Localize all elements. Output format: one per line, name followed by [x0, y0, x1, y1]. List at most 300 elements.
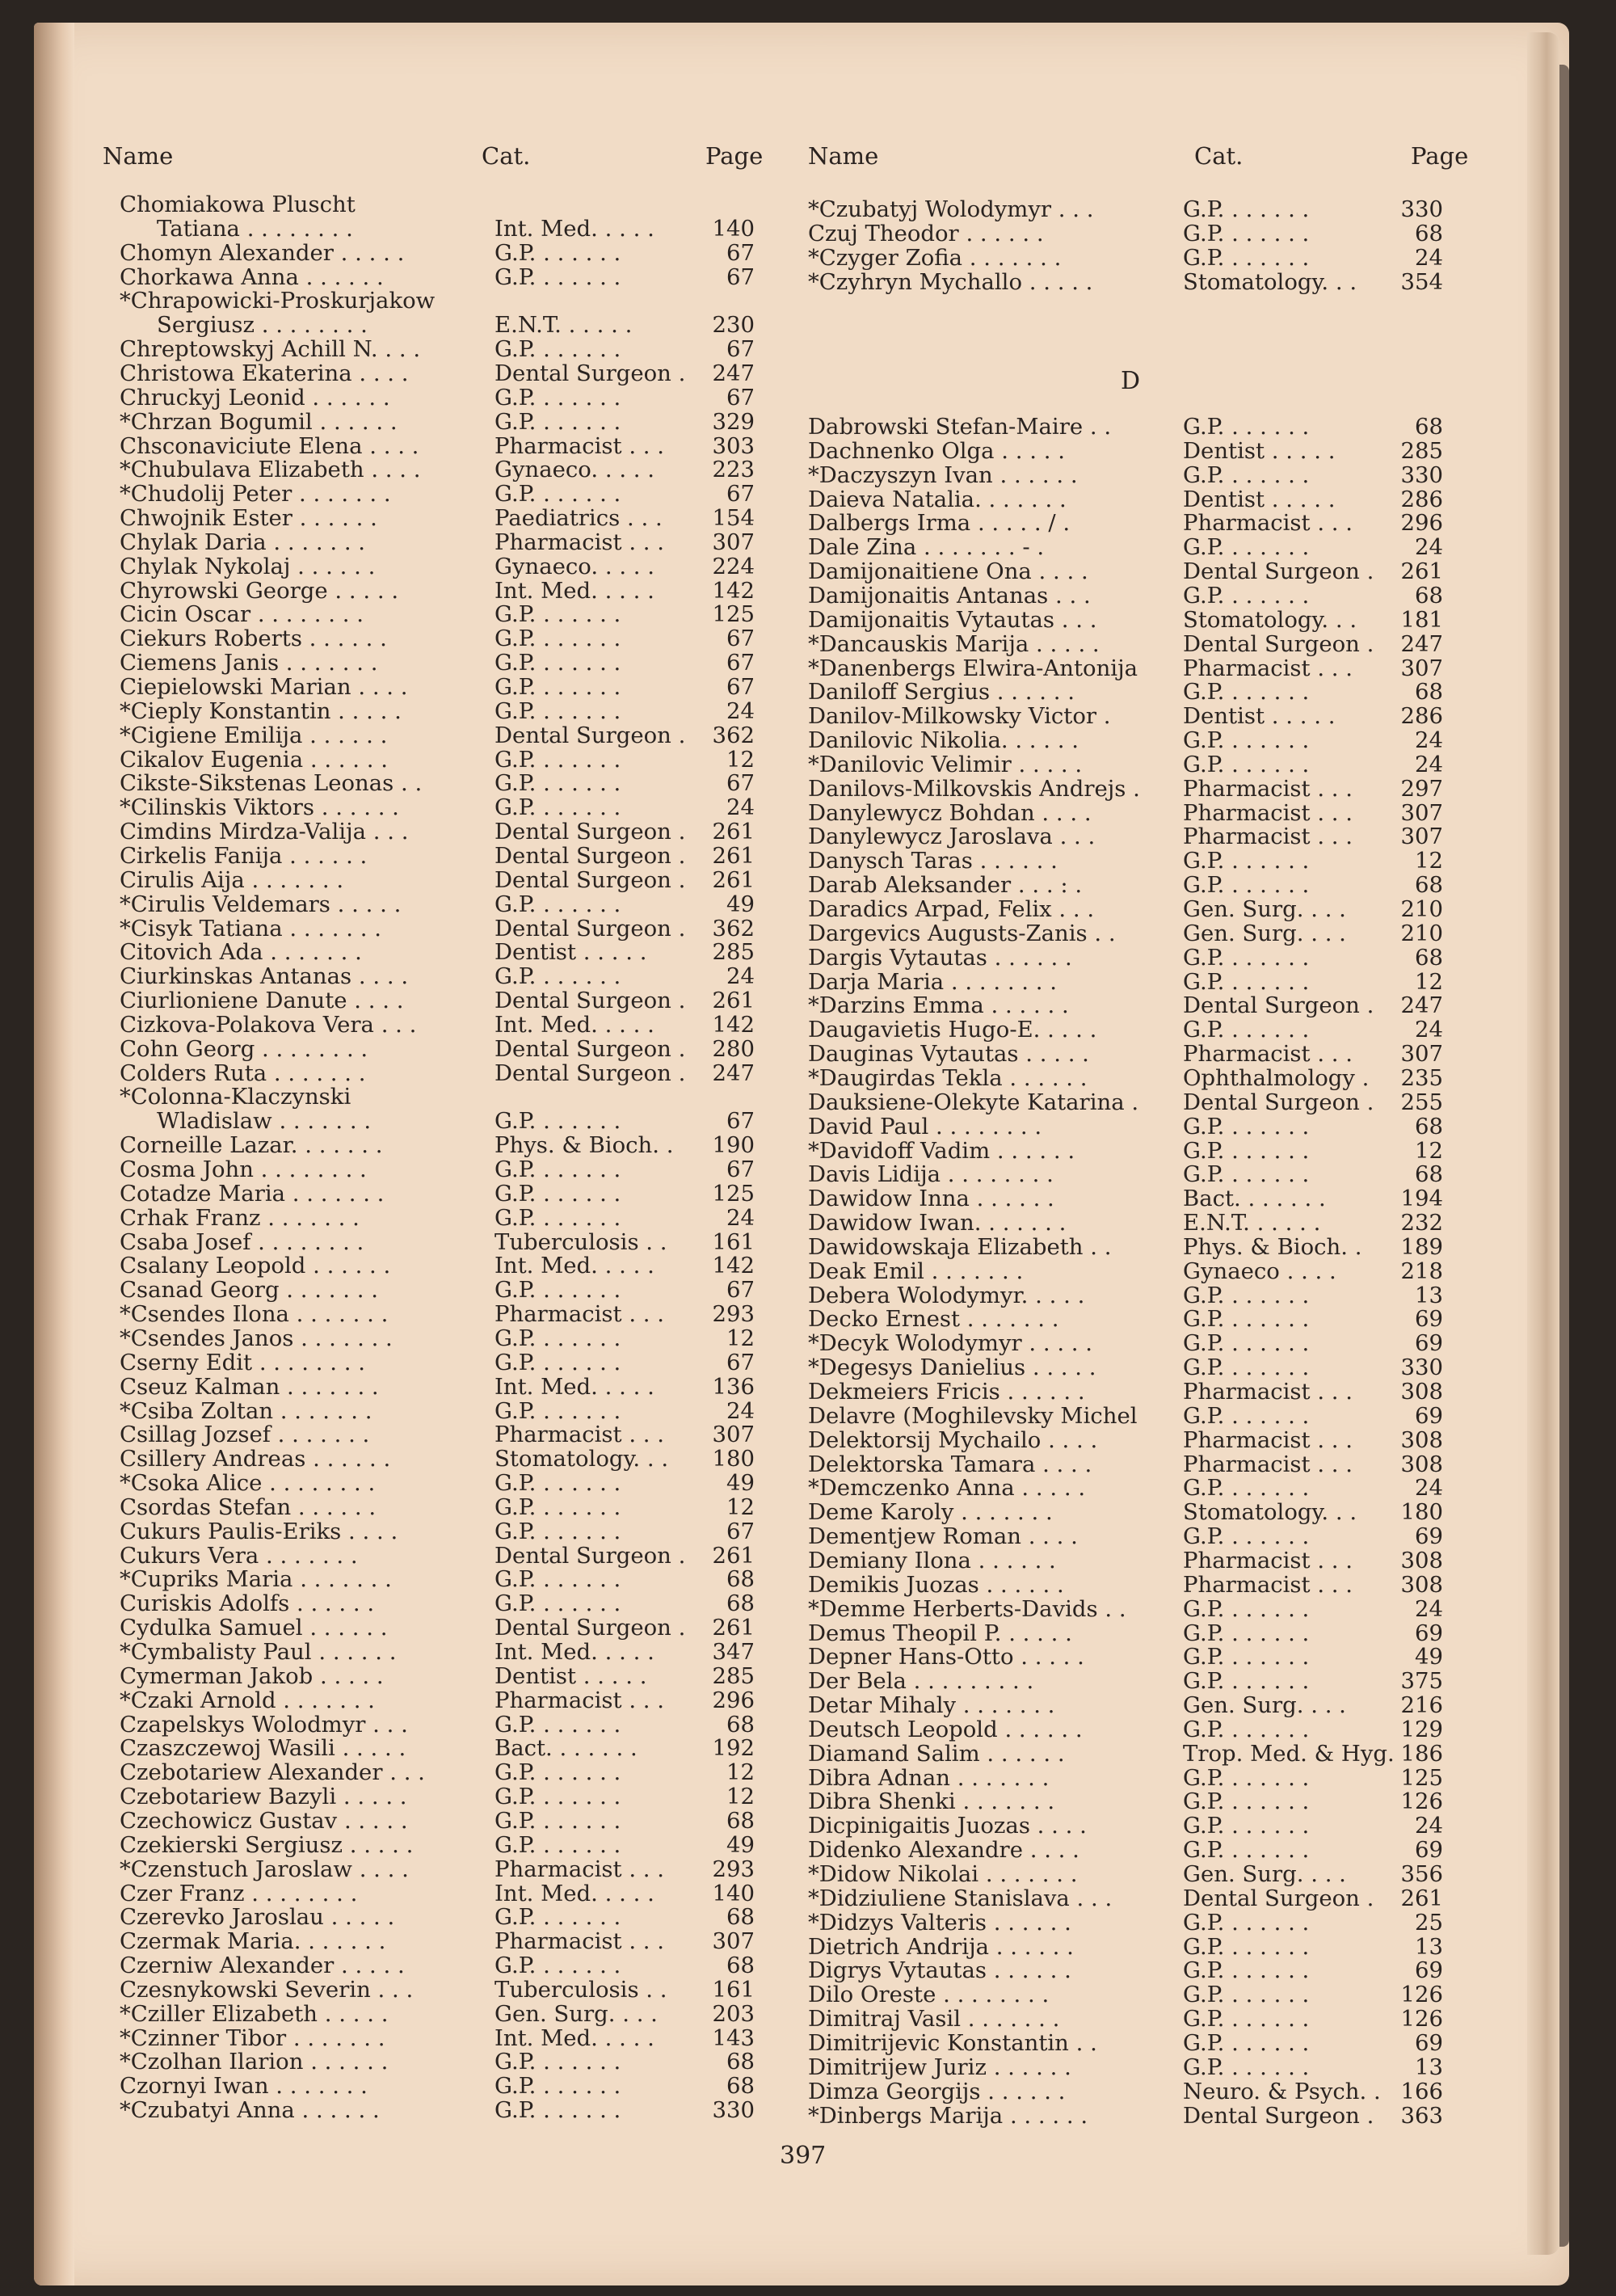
- entry-name: Deak Emil . . . . . . .: [808, 1258, 1024, 1284]
- entry-category: Dental Surgeon .: [1183, 558, 1374, 585]
- entry-page: 362: [712, 722, 755, 748]
- entry-page: 25: [1415, 1909, 1443, 1936]
- entry-name: *Csendes Ilona . . . . . . .: [120, 1301, 389, 1328]
- entry-name: Ciurkinskas Antanas . . . .: [120, 963, 409, 990]
- entry-row: [120, 892, 782, 916]
- entry-page: 69: [1415, 1306, 1443, 1333]
- entry-page: 180: [712, 1446, 755, 1472]
- entry-category: Int. Med. . . . .: [494, 577, 654, 604]
- entry-row: [120, 1591, 782, 1616]
- entry-page: 296: [712, 1687, 755, 1713]
- entry-name: Chyrowski George . . . . .: [120, 577, 399, 604]
- entry-name: *Czubatyi Anna . . . . . .: [120, 2097, 380, 2124]
- entry-page: 329: [712, 408, 755, 435]
- entry-page: 67: [726, 384, 755, 411]
- entry-page: 69: [1415, 2029, 1443, 2056]
- entry-page: 24: [1415, 751, 1443, 777]
- entry-row: [120, 1784, 782, 1809]
- entry-name: Wladislaw . . . . . . .: [157, 1108, 372, 1135]
- entry-page: 307: [1400, 824, 1443, 850]
- entry-name: *Chubulava Elizabeth . . . .: [120, 457, 421, 483]
- entry-row: [808, 873, 1471, 897]
- entry-page: 136: [712, 1373, 755, 1400]
- entry-category: Dental Surgeon .: [494, 1615, 686, 1641]
- entry-name: *Czolhan Ilarion . . . . . .: [120, 2049, 389, 2075]
- entry-name: Danysch Taras . . . . . .: [808, 848, 1058, 874]
- entry-name: Decko Ernest . . . . . . .: [808, 1306, 1059, 1333]
- entry-name: *Demczenko Anna . . . . .: [808, 1475, 1086, 1502]
- entry-name: Cohn Georg . . . . . . . .: [120, 1035, 368, 1062]
- entry-name: Deme Karoly . . . . . . .: [808, 1499, 1053, 1526]
- entry-row: [808, 1958, 1471, 1982]
- entry-page: 308: [1400, 1547, 1443, 1573]
- entry-page: 261: [1400, 558, 1443, 585]
- entry-name: Dicpinigaitis Juozas . . . .: [808, 1813, 1087, 1839]
- entry-name: Czechowicz Gustav . . . . .: [120, 1807, 408, 1834]
- entry-row: [120, 1302, 782, 1326]
- entry-category: G.P. . . . . . .: [1183, 1933, 1310, 1960]
- book-cover-edge: [1559, 65, 1569, 2247]
- entry-category: Dental Surgeon .: [1183, 2102, 1374, 2129]
- entry-page: 261: [712, 988, 755, 1014]
- entry-row: [120, 554, 782, 579]
- entry-category: G.P. . . . . . .: [494, 384, 621, 411]
- entry-row: [120, 1061, 782, 1085]
- entry-name: Cirkelis Fanija . . . . . .: [120, 842, 368, 869]
- entry-row: [808, 1066, 1471, 1090]
- entry-category: G.P. . . . . . .: [1183, 1523, 1310, 1550]
- entry-row: [808, 1186, 1471, 1211]
- entry-row: [808, 1139, 1471, 1163]
- entry-category: Pharmacist . . .: [494, 1301, 665, 1328]
- entry-name: Czesnykowski Severin . . .: [120, 1976, 414, 2003]
- entry-category: Int. Med. . . . .: [494, 1011, 654, 1038]
- entry-category: Dental Surgeon .: [494, 360, 686, 386]
- entry-category: G.P. . . . . . .: [494, 674, 621, 700]
- entry-row: [120, 1881, 782, 1906]
- entry-name: Danilovs-Milkovskis Andrejs .: [808, 775, 1140, 802]
- entry-name: Damijonaitiene Ona . . . .: [808, 558, 1088, 585]
- entry-category: Dental Surgeon .: [494, 866, 686, 893]
- entry-category: Pharmacist . . .: [494, 1928, 665, 1955]
- entry-category: Int. Med. . . . .: [494, 215, 654, 242]
- entry-name: *Czubatyj Wolodymyr . . .: [808, 196, 1094, 222]
- entry-page: 140: [712, 215, 755, 242]
- entry-page: 285: [1400, 437, 1443, 464]
- entry-page: 67: [726, 263, 755, 290]
- entry-name: Czaszczewoj Wasili . . . . .: [120, 1735, 406, 1762]
- entry-page: 285: [712, 939, 755, 966]
- entry-page: 67: [726, 1349, 755, 1375]
- entry-row: [120, 1809, 782, 1833]
- entry-name: *Cisyk Tatiana . . . . . . .: [120, 915, 381, 942]
- entry-row: [808, 511, 1471, 535]
- entry-page: 49: [726, 1470, 755, 1497]
- entry-name: Daniloff Sergius . . . . . .: [808, 679, 1075, 706]
- entry-name: Dawidow Iwan. . . . . . .: [808, 1210, 1067, 1236]
- entry-name: *Daugirdas Tekla . . . . . .: [808, 1064, 1088, 1091]
- entry-row: [808, 704, 1471, 728]
- entry-name: Dekmeiers Fricis . . . . . .: [808, 1379, 1085, 1405]
- entry-row: [808, 1211, 1471, 1235]
- entry-page: 330: [1400, 1354, 1443, 1381]
- entry-category: G.P. . . . . . .: [494, 891, 621, 917]
- entry-category: G.P. . . . . . .: [1183, 582, 1310, 609]
- entry-name: Chsconaviciute Elena . . . .: [120, 432, 419, 459]
- entry-row: [120, 337, 782, 361]
- entry-category: G.P. . . . . . .: [1183, 220, 1310, 246]
- entry-name: Dementjew Roman . . . .: [808, 1523, 1078, 1550]
- entry-row: [808, 535, 1471, 559]
- entry-page: 210: [1400, 920, 1443, 946]
- entry-name: Dimitrijevic Konstantin . .: [808, 2029, 1097, 2056]
- entry-name: Debera Wolodymyr. . . . .: [808, 1282, 1085, 1308]
- entry-row: [808, 1911, 1471, 1935]
- entry-page: 216: [1400, 1692, 1443, 1719]
- entry-category: E.N.T. . . . . .: [494, 312, 633, 339]
- entry-page: 363: [1400, 2102, 1443, 2129]
- entry-category: Gynaeco. . . . .: [494, 457, 655, 483]
- entry-row: [808, 728, 1471, 752]
- entry-page: 69: [1415, 1620, 1443, 1646]
- entry-category: Pharmacist . . .: [494, 1422, 665, 1448]
- entry-page: 143: [712, 2024, 755, 2051]
- entry-name: *Csoka Alice . . . . . . . .: [120, 1470, 376, 1497]
- entry-row: [808, 1162, 1471, 1186]
- entry-row: [120, 1013, 782, 1037]
- entry-page: 161: [712, 1228, 755, 1255]
- entry-name: Cseuz Kalman . . . . . . .: [120, 1373, 379, 1400]
- entry-name: *Demme Herberts-Davids . .: [808, 1595, 1126, 1622]
- entry-page: 126: [1400, 2006, 1443, 2033]
- entry-page: 12: [1415, 968, 1443, 995]
- entry-row: [808, 2055, 1471, 2079]
- entry-page: 67: [726, 674, 755, 700]
- entry-name: Crhak Franz . . . . . . .: [120, 1204, 360, 1231]
- entry-page: 24: [1415, 244, 1443, 271]
- entry-page: 261: [712, 1615, 755, 1641]
- entry-name: *Chrapowicki-Proskurjakow: [120, 288, 436, 314]
- entry-page: 308: [1400, 1451, 1443, 1477]
- entry-page: 194: [1400, 1186, 1443, 1212]
- entry-name: Dawidowskaja Elizabeth . .: [808, 1233, 1112, 1260]
- entry-page: 67: [726, 770, 755, 797]
- entry-row: [120, 1857, 782, 1881]
- entry-category: G.P. . . . . . .: [494, 697, 621, 724]
- entry-row: [120, 1109, 782, 1133]
- entry-page: 218: [1400, 1258, 1443, 1284]
- entry-row: [808, 1693, 1471, 1717]
- entry-page: 13: [1415, 1282, 1443, 1308]
- entry-name: Cikalov Eugenia . . . . . .: [120, 746, 388, 773]
- entry-row: [120, 2002, 782, 2026]
- entry-name: Czebotariew Bazyli . . . . .: [120, 1784, 407, 1810]
- entry-row: [120, 2026, 782, 2050]
- entry-category: Stomatology. . .: [1183, 268, 1357, 295]
- entry-row: [808, 970, 1471, 994]
- entry-category: G.P. . . . . . .: [1183, 1475, 1310, 1502]
- entry-category: Tuberculosis . .: [494, 1976, 667, 2003]
- entry-category: Bact. . . . . . .: [494, 1735, 638, 1762]
- entry-row: [808, 1573, 1471, 1597]
- entry-category: G.P. . . . . . .: [494, 1325, 621, 1351]
- entry-category: Dentist . . . . .: [1183, 486, 1336, 512]
- entry-page: 12: [726, 1759, 755, 1786]
- entry-category: G.P. . . . . . .: [1183, 1982, 1310, 2008]
- entry-name: *Cupriks Maria . . . . . . .: [120, 1566, 392, 1593]
- entry-row: [808, 1597, 1471, 1621]
- entry-page: 24: [1415, 727, 1443, 754]
- entry-row: [808, 1717, 1471, 1742]
- entry-row: [808, 415, 1471, 439]
- entry-page: 307: [1400, 799, 1443, 826]
- entry-name: Czornyi Iwan . . . . . . .: [120, 2073, 368, 2100]
- entry-category: Int. Med. . . . .: [494, 1253, 654, 1279]
- entry-name: Davis Lidija . . . . . . . .: [808, 1161, 1054, 1188]
- entry-row: [120, 1326, 782, 1350]
- entry-category: G.P. . . . . . .: [1183, 1813, 1310, 1839]
- entry-name: Cimdins Mirdza-Valija . . .: [120, 819, 409, 845]
- entry-category: Dental Surgeon .: [494, 988, 686, 1014]
- entry-name: Czekierski Sergiusz . . . . .: [120, 1831, 414, 1858]
- entry-category: G.P. . . . . . .: [494, 1493, 621, 1520]
- entry-name: Csillag Jozsef . . . . . . .: [120, 1422, 370, 1448]
- entry-name: *Didzys Valteris . . . . . .: [808, 1909, 1071, 1936]
- entry-name: Czuj Theodor . . . . . .: [808, 220, 1044, 246]
- entry-row: [808, 2007, 1471, 2031]
- entry-row: [808, 777, 1471, 801]
- header-name-left: Name: [103, 142, 174, 170]
- entry-name: *Didow Nikolai . . . . . . .: [808, 1861, 1078, 1887]
- header-page-left: Page: [705, 142, 764, 170]
- entry-page: 13: [1415, 2054, 1443, 2080]
- entry-name: Detar Mihaly . . . . . . .: [808, 1692, 1055, 1719]
- entry-row: [808, 1524, 1471, 1548]
- entry-category: G.P. . . . . . .: [1183, 414, 1310, 440]
- entry-row: [120, 1471, 782, 1495]
- entry-category: G.P. . . . . . .: [1183, 1282, 1310, 1308]
- entry-page: 126: [1400, 1788, 1443, 1815]
- entry-row: [808, 1982, 1471, 2007]
- entry-name: Dargis Vytautas . . . . . .: [808, 944, 1072, 971]
- entry-row: [808, 1283, 1471, 1308]
- entry-category: Dentist . . . . .: [494, 939, 647, 966]
- entry-row: [120, 964, 782, 988]
- entry-row: [808, 559, 1471, 583]
- entry-category: G.P. . . . . . .: [494, 1953, 621, 1979]
- entry-category: G.P. . . . . . .: [1183, 1668, 1310, 1695]
- entry-name: *Csiba Zoltan . . . . . . .: [120, 1397, 372, 1424]
- entry-category: Pharmacist . . .: [494, 1856, 665, 1882]
- entry-category: G.P. . . . . . .: [494, 1784, 621, 1810]
- entry-row: [120, 651, 782, 675]
- entry-category: Pharmacist . . .: [1183, 655, 1353, 681]
- entry-page: 181: [1400, 606, 1443, 633]
- entry-category: G.P. . . . . . .: [494, 1470, 621, 1497]
- entry-name: Cirulis Aija . . . . . . .: [120, 866, 344, 893]
- entry-name: Damijonaitis Antanas . . .: [808, 582, 1091, 609]
- entry-category: G.P. . . . . . .: [494, 1156, 621, 1182]
- entry-row: [808, 921, 1471, 946]
- entry-name: Csordas Stefan . . . . . .: [120, 1493, 377, 1520]
- entry-name: *Danenbergs Elwira-Antonija: [808, 655, 1138, 681]
- entry-row: [808, 1114, 1471, 1139]
- entry-name: *Czinner Tibor . . . . . . .: [120, 2024, 385, 2051]
- entry-row: [120, 1736, 782, 1760]
- entry-category: Phys. & Bioch. .: [1183, 1233, 1362, 1260]
- entry-name: Dimitraj Vasil . . . . . . .: [808, 2006, 1060, 2033]
- entry-name: *Dancauskis Marija . . . . .: [808, 630, 1100, 657]
- entry-category: Bact. . . . . . .: [1183, 1186, 1326, 1212]
- entry-page: 186: [1400, 1740, 1443, 1767]
- entry-category: Gen. Surg. . . .: [1183, 1692, 1346, 1719]
- entry-category: G.P. . . . . . .: [494, 1831, 621, 1858]
- entry-category: G.P. . . . . . .: [1183, 944, 1310, 971]
- entry-page: 203: [712, 2000, 755, 2027]
- page-number: 397: [780, 2142, 827, 2170]
- entry-row: [808, 1742, 1471, 1766]
- entry-page: 224: [712, 553, 755, 579]
- entry-name: Cicin Oscar . . . . . . . .: [120, 601, 364, 628]
- entry-row: [808, 197, 1471, 221]
- entry-page: 180: [1400, 1499, 1443, 1526]
- entry-row: [120, 2098, 782, 2122]
- entry-category: G.P. . . . . . .: [1183, 461, 1310, 488]
- entry-category: G.P. . . . . . .: [1183, 1644, 1310, 1670]
- entry-page: 308: [1400, 1426, 1443, 1453]
- entry-row: [808, 270, 1471, 294]
- entry-page: 24: [726, 697, 755, 724]
- entry-row: [808, 1645, 1471, 1669]
- entry-category: G.P. . . . . . .: [494, 1807, 621, 1834]
- entry-page: 67: [726, 1277, 755, 1304]
- entry-row: [120, 1664, 782, 1688]
- entry-page: 330: [1400, 196, 1443, 222]
- entry-category: G.P. . . . . . .: [1183, 1402, 1310, 1429]
- entry-page: 68: [726, 1953, 755, 1979]
- entry-page: 68: [1415, 414, 1443, 440]
- entry-page: 68: [1415, 220, 1443, 246]
- entry-page: 307: [712, 1928, 755, 1955]
- entry-row: [808, 2031, 1471, 2055]
- entry-category: G.P. . . . . . .: [1183, 679, 1310, 706]
- entry-row: [120, 289, 782, 313]
- entry-category: G.P. . . . . . .: [1183, 1161, 1310, 1188]
- entry-row: [120, 241, 782, 265]
- entry-name: Depner Hans-Otto . . . . .: [808, 1644, 1084, 1670]
- entry-page: 142: [712, 577, 755, 604]
- entry-category: Dentist . . . . .: [1183, 437, 1336, 464]
- entry-row: [808, 1814, 1471, 1838]
- entry-page: 13: [1415, 1933, 1443, 1960]
- entry-row: [120, 675, 782, 699]
- entry-page: 68: [1415, 1113, 1443, 1140]
- entry-name: Chorkawa Anna . . . . . .: [120, 263, 384, 290]
- section-letter-d: D: [1121, 367, 1141, 395]
- entry-name: Digrys Vytautas . . . . . .: [808, 1957, 1071, 1984]
- entry-row: [808, 824, 1471, 849]
- entry-name: *Csendes Janos . . . . . . .: [120, 1325, 393, 1351]
- entry-category: G.P. . . . . . .: [1183, 196, 1310, 222]
- entry-category: Gen. Surg. . . .: [1183, 1861, 1346, 1887]
- entry-name: Cukurs Paulis-Eriks . . . .: [120, 1518, 398, 1544]
- entry-name: *Cilinskis Viktors . . . . . .: [120, 794, 399, 821]
- entry-page: 12: [726, 746, 755, 773]
- entry-row: [120, 192, 782, 217]
- entry-category: Dentist . . . . .: [494, 1662, 647, 1689]
- entry-name: *Colonna-Klaczynski: [120, 1084, 351, 1110]
- entry-row: [808, 1428, 1471, 1452]
- entry-page: 24: [726, 963, 755, 990]
- entry-category: G.P. . . . . . .: [494, 2073, 621, 2100]
- entry-row: [808, 1862, 1471, 1886]
- entry-row: [120, 1544, 782, 1568]
- entry-page: 125: [1400, 1764, 1443, 1791]
- entry-category: Dental Surgeon .: [494, 1035, 686, 1062]
- entry-name: Corneille Lazar. . . . . . .: [120, 1132, 383, 1159]
- entry-category: Pharmacist . . .: [1183, 1571, 1353, 1598]
- entry-page: 330: [1400, 461, 1443, 488]
- entry-category: G.P. . . . . . .: [1183, 244, 1310, 271]
- entry-page: 68: [726, 1711, 755, 1738]
- entry-name: Dawidow Inna . . . . . .: [808, 1186, 1054, 1212]
- entry-category: G.P. . . . . . .: [1183, 1788, 1310, 1815]
- entry-name: Delektorska Tamara . . . .: [808, 1451, 1092, 1477]
- entry-page: 356: [1400, 1861, 1443, 1887]
- entry-name: Ciurlioniene Danute . . . .: [120, 988, 404, 1014]
- entry-row: [120, 482, 782, 506]
- entry-category: Dental Surgeon .: [1183, 992, 1374, 1019]
- entry-row: [120, 940, 782, 964]
- entry-page: 161: [712, 1976, 755, 2003]
- entry-page: 308: [1400, 1379, 1443, 1405]
- entry-row: [120, 1085, 782, 1109]
- entry-category: G.P. . . . . . .: [1183, 2054, 1310, 2080]
- entry-page: 307: [1400, 1041, 1443, 1068]
- entry-row: [120, 2050, 782, 2074]
- entry-category: Pharmacist . . .: [494, 432, 665, 459]
- entry-name: *Czyger Zofia . . . . . . .: [808, 244, 1062, 271]
- entry-row: [120, 1350, 782, 1375]
- entry-page: 49: [726, 891, 755, 917]
- entry-category: Dentist . . . . .: [1183, 703, 1336, 730]
- entry-name: Czebotariew Alexander . . .: [120, 1759, 425, 1786]
- entry-name: Dauginas Vytautas . . . . .: [808, 1041, 1089, 1068]
- entry-page: 67: [726, 650, 755, 676]
- entry-category: G.P. . . . . . .: [494, 1349, 621, 1375]
- entry-name: Cosma John . . . . . . . .: [120, 1156, 367, 1182]
- entry-name: Diamand Salim . . . . . .: [808, 1740, 1065, 1767]
- entry-row: [120, 1206, 782, 1230]
- entry-category: G.P. . . . . . .: [494, 650, 621, 676]
- entry-category: G.P. . . . . . .: [494, 1277, 621, 1304]
- entry-category: G.P. . . . . . .: [1183, 1909, 1310, 1936]
- entry-name: *Decyk Wolodymyr . . . . .: [808, 1330, 1093, 1357]
- entry-category: G.P. . . . . . .: [1183, 1595, 1310, 1622]
- entry-row: [808, 1838, 1471, 1862]
- entry-category: Neuro. & Psych. .: [1183, 2078, 1381, 2104]
- entry-name: Daugavietis Hugo-E. . . . .: [808, 1017, 1097, 1043]
- entry-name: *Daczyszyn Ivan . . . . . .: [808, 461, 1078, 488]
- entry-page: 68: [1415, 944, 1443, 971]
- entry-category: Pharmacist . . .: [1183, 1451, 1353, 1477]
- entry-page: 68: [1415, 582, 1443, 609]
- entry-row: [808, 897, 1471, 921]
- entry-page: 280: [712, 1035, 755, 1062]
- entry-category: Paediatrics . . .: [494, 505, 663, 532]
- entry-row: [120, 1640, 782, 1664]
- entry-row: [808, 1017, 1471, 1042]
